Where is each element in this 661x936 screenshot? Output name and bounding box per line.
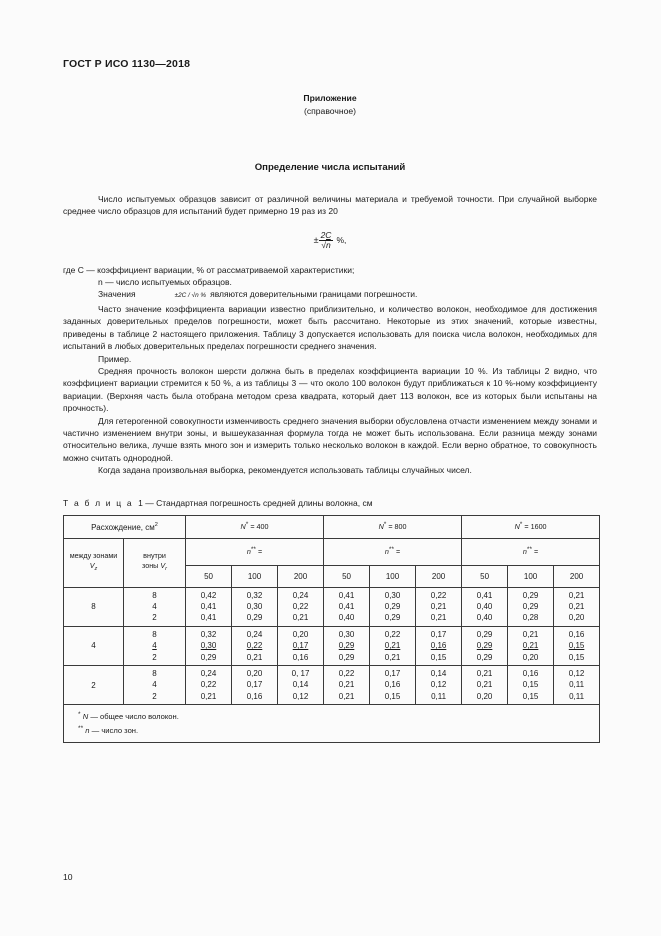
header-within-zone-var: V xyxy=(160,561,166,571)
row-data-cell: 0, 17 0,14 0,12 xyxy=(278,666,324,705)
header-n-value: 50 xyxy=(324,565,370,587)
row-group-label: 8 xyxy=(64,587,124,626)
row-within-zone-values: 8 4 2 xyxy=(124,587,186,626)
header-group-400 xyxy=(186,515,324,538)
row-within-zone-values: 8 4 2 xyxy=(124,666,186,705)
row-data-cell: 0,41 0,41 0,40 xyxy=(324,587,370,626)
header-n-eq-1: = xyxy=(258,547,263,557)
table-footnotes xyxy=(64,705,600,743)
footnote-1-var: N xyxy=(82,712,89,722)
paragraph-1: Число испытуемых образцов зависит от различной величины материала и требуемой точности. При случайной выборке среднее число образцов для испытаний будет примерно 19 раз из 20 xyxy=(63,194,597,217)
header-n-value: 100 xyxy=(370,565,416,587)
paragraph-5: Для гетерогенной совокупности изменчивость среднего значения выборки обусловлена отчасти изменением между зонами и частично изменением внутри зоны, и вышеуказанная формула тогда не может быть использована. Если разница между зонами относительно велика, лучше взять много зон и измерить только несколько волокон в каждой. Если верно обратное, то совокупность можно считать однородной. xyxy=(63,415,597,463)
row-data-cell: 0,21 0,21 0,20 xyxy=(508,626,554,665)
header-n-value: 100 xyxy=(232,565,278,587)
formula-unit: %, xyxy=(336,235,347,246)
row-data-cell: 0,22 0,21 0,21 xyxy=(324,666,370,705)
header-spread-sup: 2 xyxy=(154,521,158,528)
header-within-zone xyxy=(124,538,186,587)
header-spread-label: Расхождение, см xyxy=(91,522,155,532)
row-data-cell: 0,16 0,15 0,15 xyxy=(508,666,554,705)
header-N-var-2: N xyxy=(378,522,384,532)
row-data-cell: 0,41 0,40 0,40 xyxy=(462,587,508,626)
row-data-cell: 0,29 0,29 0,29 xyxy=(462,626,508,665)
table-header-row-n xyxy=(64,538,600,565)
row-data-cell: 0,17 0,16 0,15 xyxy=(416,626,462,665)
header-N-var-3: N xyxy=(514,522,520,532)
header-N-sup-2: * xyxy=(383,521,387,529)
table-body xyxy=(64,587,600,705)
footnote-2-var: n xyxy=(85,725,90,735)
row-data-cell: 0,17 0,16 0,15 xyxy=(370,666,416,705)
table-footnotes-row xyxy=(64,705,600,743)
radicand: n xyxy=(325,239,331,250)
paragraph-2: Часто значение коэффициента вариации известно приблизительно, и количество волокон, необходимое для достижения заданных доверительных пределов погрешности, может быть рассчитано. Некоторые из этих значений, которые известны, приведены в таблице 2 настоящего приложения. Таблицу 3 допускается использовать для поиска числа волокон, необходимых для испытаний в любых доверительных пределах погрешности среднего значения. xyxy=(63,303,597,352)
footnote-1-mark: * xyxy=(78,711,81,719)
row-group-label: 2 xyxy=(64,666,124,705)
header-between-zones-sub: z xyxy=(94,566,98,573)
header-within-zone-label-2: зоны xyxy=(141,561,159,571)
header-n-value: 200 xyxy=(278,565,324,587)
row-group-label: 4 xyxy=(64,626,124,665)
row-within-zone-values: 8 4 2 xyxy=(124,626,186,665)
row-data-cell: 0,24 0,22 0,21 xyxy=(232,626,278,665)
header-n-value: 50 xyxy=(462,565,508,587)
header-N-var-1: N xyxy=(240,522,246,532)
row-data-cell: 0,20 0,17 0,16 xyxy=(278,626,324,665)
annex-heading xyxy=(63,92,597,118)
definition-n: n — число испытуемых образцов. xyxy=(98,277,232,288)
paragraph-4: Средняя прочность волокон шерсти должна быть в пределах коэффициента вариации 10 %. Из таблицы 2 видно, что коэффициент вариации стремится к 50 %, а из таблицы 3 — что около 100 волокон будут приближаться к 10 %-ному коэффициенту вариации. (Верхняя часть была отобрана методом среза квадрата, который дает 113 волокон, все из которых были испытаны на прочность). xyxy=(63,365,597,414)
inline-formula: ±2C / √n % xyxy=(174,292,207,300)
row-data-cell: 0,30 0,29 0,29 xyxy=(324,626,370,665)
header-N-eq-3: = 1600 xyxy=(524,522,547,532)
header-n-value: 100 xyxy=(508,565,554,587)
footnote-2-mark: ** xyxy=(78,724,84,732)
header-within-zone-label-1: внутри xyxy=(143,550,166,560)
header-n-sup-2: ** xyxy=(388,546,395,554)
values-prefix: Значения xyxy=(98,289,136,300)
header-N-eq-1: = 400 xyxy=(250,522,269,532)
header-n-value: 50 xyxy=(186,565,232,587)
page-number: 10 xyxy=(63,872,73,882)
formula-sign: ± xyxy=(313,235,319,246)
header-between-zones xyxy=(64,538,124,587)
header-n-eq-2: = xyxy=(396,547,401,557)
footnote-2-text: — число зон. xyxy=(91,725,139,735)
header-N-sup-1: * xyxy=(245,521,249,529)
body-text xyxy=(63,193,597,477)
header-group-800 xyxy=(324,515,462,538)
header-within-zone-sub: r xyxy=(165,566,168,573)
header-n-eq-3: = xyxy=(534,547,539,557)
table-caption-text: — Стандартная погрешность средней длины волокна, см xyxy=(145,497,373,508)
header-n-var-3: n xyxy=(522,547,527,557)
row-data-cell: 0,22 0,21 0,21 xyxy=(416,587,462,626)
row-data-cell: 0,21 0,21 0,20 xyxy=(554,587,600,626)
definition-c: где C — коэффициент вариации, % от рассматриваемой характеристики; xyxy=(63,264,355,275)
header-n-400 xyxy=(186,538,324,565)
standard-identifier: ГОСТ Р ИСО 1130—2018 xyxy=(63,58,191,70)
formula-fraction xyxy=(319,231,334,250)
row-data-cell: 0,20 0,17 0,16 xyxy=(232,666,278,705)
header-n-var-2: n xyxy=(384,547,389,557)
display-formula xyxy=(63,231,597,250)
paragraph-values xyxy=(63,288,597,302)
formula-denominator xyxy=(319,240,334,250)
footnote-2 xyxy=(78,723,599,737)
header-n-value: 200 xyxy=(554,565,600,587)
table-header-row-groups xyxy=(64,515,600,538)
annex-subtitle: (справочное) xyxy=(303,106,357,116)
header-N-eq-2: = 800 xyxy=(388,522,407,532)
header-n-800 xyxy=(324,538,462,565)
footnote-1-text: — общее число волокон. xyxy=(90,712,179,722)
header-spread xyxy=(64,515,186,538)
row-data-cell: 0,42 0,41 0,41 xyxy=(186,587,232,626)
row-data-cell: 0,12 0,11 0,11 xyxy=(554,666,600,705)
row-data-cell: 0,24 0,22 0,21 xyxy=(278,587,324,626)
header-n-var-1: n xyxy=(246,547,251,557)
page-content xyxy=(63,58,597,743)
row-data-cell: 0,16 0,15 0,15 xyxy=(554,626,600,665)
row-data-cell: 0,32 0,30 0,29 xyxy=(232,587,278,626)
header-group-1600 xyxy=(462,515,600,538)
header-n-sup-3: ** xyxy=(526,546,533,554)
table-row xyxy=(64,666,600,705)
formula-numerator: 2C xyxy=(320,229,332,240)
row-data-cell: 0,30 0,29 0,29 xyxy=(370,587,416,626)
annex-title: Приложение xyxy=(303,93,357,103)
row-data-cell: 0,21 0,21 0,20 xyxy=(462,666,508,705)
values-suffix: являются доверительными границами погрешности. xyxy=(210,289,418,300)
standard-error-table xyxy=(63,515,600,744)
header-between-zones-label: между зонами xyxy=(69,550,118,560)
row-data-cell: 0,32 0,30 0,29 xyxy=(186,626,232,665)
table-row xyxy=(64,626,600,665)
header-N-sup-3: * xyxy=(519,521,523,529)
paragraph-6: Когда задана произвольная выборка, рекомендуется использовать таблицы случайных чисел. xyxy=(98,465,472,476)
header-between-zones-var: V xyxy=(89,561,95,571)
table-row xyxy=(64,587,600,626)
paragraph-example-label: Пример. xyxy=(98,353,132,364)
section-title: Определение числа испытаний xyxy=(254,162,406,173)
row-data-cell: 0,29 0,29 0,28 xyxy=(508,587,554,626)
header-n-1600 xyxy=(462,538,600,565)
table-caption-number: 1 xyxy=(138,497,143,508)
radical-sign: √ xyxy=(321,239,326,250)
table-caption xyxy=(63,498,597,508)
table-caption-label: Т а б л и ц а xyxy=(63,497,134,508)
header-n-value: 200 xyxy=(416,565,462,587)
row-data-cell: 0,14 0,12 0,11 xyxy=(416,666,462,705)
footnote-1 xyxy=(78,709,599,723)
header-n-sup-1: ** xyxy=(250,546,256,554)
row-data-cell: 0,24 0,22 0,21 xyxy=(186,666,232,705)
row-data-cell: 0,22 0,21 0,21 xyxy=(370,626,416,665)
